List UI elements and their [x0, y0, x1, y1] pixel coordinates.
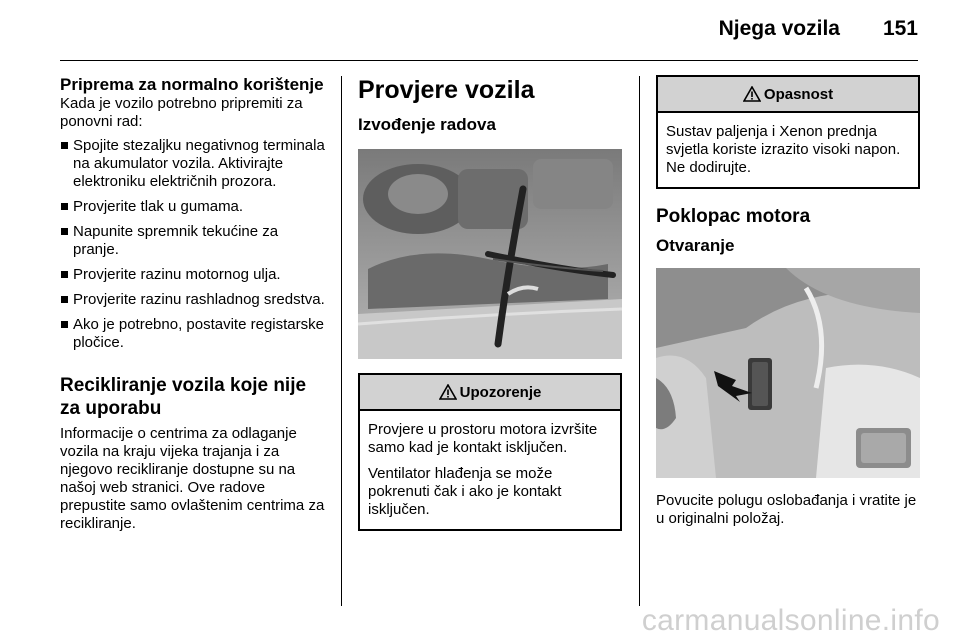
warning-paragraph: Provjere u prostoru motora izvršite samo kad je kontakt isključen.: [368, 421, 598, 456]
danger-title: Opasnost: [763, 85, 834, 103]
warning-triangle-icon: [439, 384, 457, 400]
list-item: Provjerite razinu rashladnog sredstva.: [60, 291, 328, 309]
danger-paragraph: Sustav paljenja i Xenon prednja svjetla koriste izrazito visoki napon. Ne dodirujte.: [666, 123, 901, 176]
watermark: carmanualsonline.info: [641, 604, 940, 637]
section-heading-hood: Poklopac motora: [656, 206, 811, 227]
list-item: Provjerite tlak u gumama.: [60, 198, 328, 216]
column-middle: [358, 75, 622, 531]
warning-box: [358, 373, 622, 531]
hood-release-lever-illustration: [656, 268, 920, 478]
list-item: Ako je potrebno, postavite registarske pločice.: [60, 316, 328, 352]
section-heading-preparation: Priprema za normalno korištenje: [60, 75, 324, 94]
warning-header: [360, 375, 620, 411]
danger-body: [658, 113, 918, 187]
section-title-vehicle-checks: Provjere vozila: [358, 76, 535, 104]
warning-body: [360, 411, 620, 529]
danger-header: [658, 77, 918, 113]
section-heading-recycling: Recikliranje vozila koje nije za uporabu: [60, 375, 307, 419]
warning-paragraph: Ventilator hlađenja se može pokrenuti čak i ako je kontakt isključen.: [368, 465, 562, 518]
column-right: [656, 75, 920, 528]
hood-caption: Povucite polugu oslobađanja i vratite je u originalni položaj.: [656, 492, 917, 527]
list-item: Spojite stezaljku negativnog terminala na akumulator vozila. Aktivirajte elektroniku električnih prozora.: [60, 137, 328, 191]
warning-triangle-icon: [743, 86, 761, 102]
page-number: 151: [882, 17, 918, 40]
column-divider-1: [341, 76, 342, 606]
page-header: [0, 0, 960, 62]
subheading-opening: Otvaranje: [656, 236, 735, 255]
warning-title: Upozorenje: [459, 383, 542, 401]
column-divider-2: [639, 76, 640, 606]
danger-box: [656, 75, 920, 189]
subheading-performing-work: Izvođenje radova: [358, 115, 496, 134]
list-item: Napunite spremnik tekućine za pranje.: [60, 223, 328, 259]
engine-bay-illustration: [358, 149, 622, 359]
column-left: [60, 75, 328, 533]
recycling-body: Informacije o centrima za odlaganje vozila na kraju vijeka trajanja i za njegovo recikliranje dostupne su na našoj web stranici. Ove radove prepustite samo ovlaštenim centrima za recikliranje.: [60, 425, 325, 532]
header-title: Njega vozila: [718, 17, 840, 40]
preparation-intro: Kada je vozilo potrebno pripremiti za ponovni rad:: [60, 95, 303, 130]
header-rule: [60, 60, 918, 61]
preparation-list: [60, 137, 328, 352]
list-item: Provjerite razinu motornog ulja.: [60, 266, 328, 284]
